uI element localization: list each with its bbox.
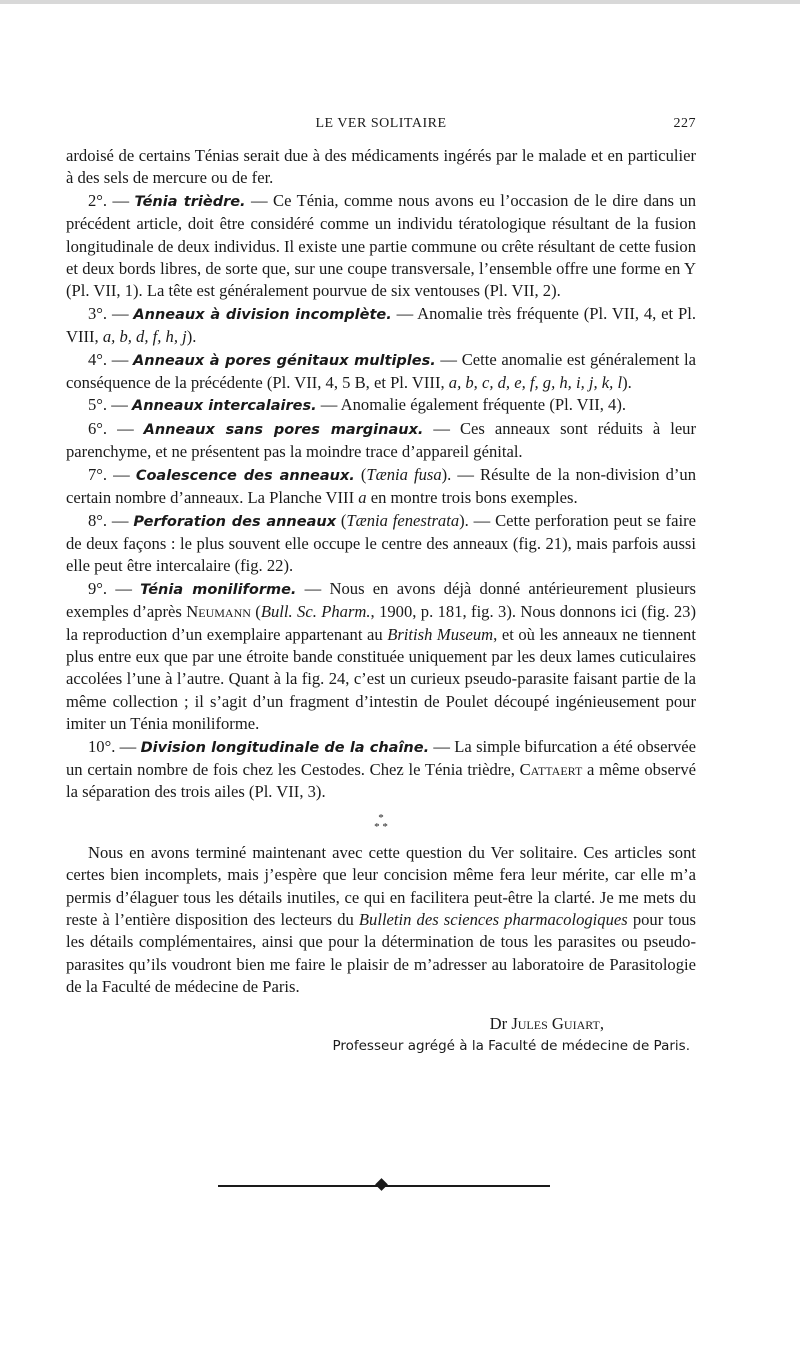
plate-letters: a, b, c, d, e, f, g, h, i, j, k, l <box>448 373 623 393</box>
section-text: — Cette anomalie est généralement la conséquence de la précédente (Pl. VII, 4, 5 B, et Pl. VIII, <box>66 349 696 393</box>
dash: — <box>107 190 135 210</box>
section-number: 9°. <box>88 578 108 598</box>
section-6 <box>66 418 696 464</box>
latin-name: Tænia fusa <box>366 464 442 484</box>
section-heading: Ténia trièdre. <box>134 193 246 210</box>
section-text: — Ces anneaux sont réduits à leur parenchyme, et ne présentent pas la moindre trace d’appareil génital. <box>66 418 697 462</box>
signature-position: Professeur agrégé à la Faculté de médecine de Paris. <box>332 1038 690 1055</box>
section-7 <box>66 464 696 510</box>
dash: — <box>107 349 134 369</box>
section-heading: Coalescence des anneaux. <box>135 467 355 484</box>
section-text: ). — Résulte de la non-division d’un certain nombre d’anneaux. La Planche VIII <box>66 464 697 508</box>
section-number: 3°. <box>88 303 108 323</box>
section-heading: Anneaux à pores génitaux multiples. <box>133 352 436 369</box>
diamond-ornament-icon <box>375 1178 388 1191</box>
section-text: ). — Cette perforation peut se faire de deux façons : le plus souvent elle occupe le centre des anneaux (fig. 21), mais parfois aussi elle peut être intercalaire (fig. 22). <box>66 510 696 576</box>
section-text: — Nous en avons déjà donné antérieurement plusieurs exemples d’après <box>66 578 696 622</box>
dash: — <box>115 736 141 756</box>
section-9 <box>66 578 696 736</box>
section-number: 10°. <box>88 736 116 756</box>
section-number: 4°. <box>88 349 108 369</box>
section-2 <box>66 190 696 303</box>
section-10 <box>66 736 696 804</box>
body-text <box>66 145 696 1057</box>
section-number: 5°. <box>88 395 108 415</box>
section-heading: Perforation des anneaux <box>133 513 337 530</box>
museum-name: British Museum <box>387 624 494 644</box>
dash: — <box>107 578 141 598</box>
dash: — <box>107 418 144 438</box>
end-ornament <box>218 1180 550 1192</box>
section-text: ). <box>186 327 197 347</box>
signature-name-line <box>66 1013 696 1035</box>
author-name: Neumann <box>186 602 251 622</box>
section-8 <box>66 510 696 578</box>
closing-text: Nous en avons terminé maintenant avec cette question du Ver solitaire. Ces articles sont certes bien incomplets, mais j’espère que leur concision même fera leur mérite, car elle m’a permis d’élaguer tous les détails inutiles, ce qui en facilitera peut-être la clarté. Je me mets du reste à l’entière disposition des lecteurs du <box>66 842 696 929</box>
section-number: 8°. <box>88 510 108 530</box>
section-text: ( <box>354 464 367 484</box>
section-text: a même observé la séparation des trois ailes (Pl. VII, 3). <box>66 759 696 802</box>
running-title: LE VER SOLITAIRE <box>315 116 447 131</box>
dash: — <box>107 464 136 484</box>
section-heading: Anneaux intercalaires. <box>131 398 317 415</box>
closing-paragraph <box>66 842 696 999</box>
plate-letter: a <box>358 488 367 508</box>
dash: — <box>107 395 132 415</box>
latin-name: Tænia fenestrata <box>346 510 460 530</box>
author-name: Cattaert <box>519 759 583 779</box>
section-number: 2°. <box>88 190 108 210</box>
signature-title: Dr <box>489 1013 508 1033</box>
section-5 <box>66 394 696 417</box>
section-text: — Anomalie également fréquente (Pl. VII, 4). <box>316 395 626 415</box>
paragraph-continuation <box>66 145 696 190</box>
section-heading: Anneaux à division incomplète. <box>133 306 392 323</box>
section-number: 6°. <box>88 418 108 438</box>
section-text: ). <box>622 373 632 393</box>
plate-letters: a, b, d, f, h, j <box>102 327 187 347</box>
journal-title: Bulletin des sciences pharmacologiques <box>358 910 628 929</box>
section-text: — Anomalie très fréquente (Pl. VII, 4, et Pl. VIII, <box>66 303 697 347</box>
section-heading: Anneaux sans pores marginaux. <box>143 421 424 438</box>
section-text: ( <box>250 602 261 622</box>
section-text: ( <box>336 510 347 530</box>
signature-name: Jules Guiart, <box>511 1013 604 1033</box>
section-heading: Ténia moniliforme. <box>140 581 297 598</box>
page-top-edge <box>0 0 800 4</box>
section-text: — La simple bifurcation a été observée un certain nombre de fois chez les Cestodes. Chez le Ténia trièdre, <box>66 736 697 779</box>
closing-text: pour tous les détails complémentaires, ainsi que pour la détermination de tous les parasites ou pseudo-parasites qu’ils voudront bien me faire le plaisir de m’adresser au laboratoire de Parasitologie de la Faculté de médecine de Paris. <box>66 910 697 997</box>
page-number: 227 <box>673 116 696 131</box>
paragraph-text: ardoisé de certains Ténias serait due à des médicaments ingérés par le malade et en particulier à des sels de mercure ou de fer. <box>66 146 696 188</box>
section-heading: Division longitudinale de la chaîne. <box>140 739 430 756</box>
section-text: , 1900, p. 181, fig. 3). Nous donnons ici (fig. 23) la reproduction d’un exemplaire appartenant au <box>66 602 696 644</box>
journal-title: Bull. Sc. Pharm. <box>260 602 371 622</box>
section-text: en montre trois bons exemples. <box>366 488 578 508</box>
asterism-bottom: * * <box>374 820 388 833</box>
section-4 <box>66 349 696 395</box>
section-text: — Ce Ténia, comme nous avons eu l’occasion de le dire dans un précédent article, doit être considéré comme un individu tératologique résultant de la fusion longitudinale de deux individus. Il existe une partie commune ou crête résultant de cette fusion et deux bords libres, de sorte que, sur une coupe transversale, l’ensemble offre une forme en Y (Pl. VII, 1). La tête est généralement pourvue de six ventouses (Pl. VII, 2). <box>66 190 697 301</box>
asterism-top: * <box>378 811 384 824</box>
section-number: 7°. <box>88 464 108 484</box>
section-text: , et où les anneaux ne tiennent plus entre eux que par une étroite bande constituée uniquement par les deux lames cuticulaires accolées l’une à l’autre. Quant à la fig. 24, c’est un curieux pseudo-parasite faisant partie de la même collection ; il s’agit d’un fragment d’intestin de Poulet découpé ingénieusement pour imiter un Ténia moniliforme. <box>66 624 696 734</box>
dash: — <box>107 303 134 323</box>
asterism-separator <box>66 811 696 833</box>
dash: — <box>107 510 134 530</box>
section-3 <box>66 303 696 349</box>
